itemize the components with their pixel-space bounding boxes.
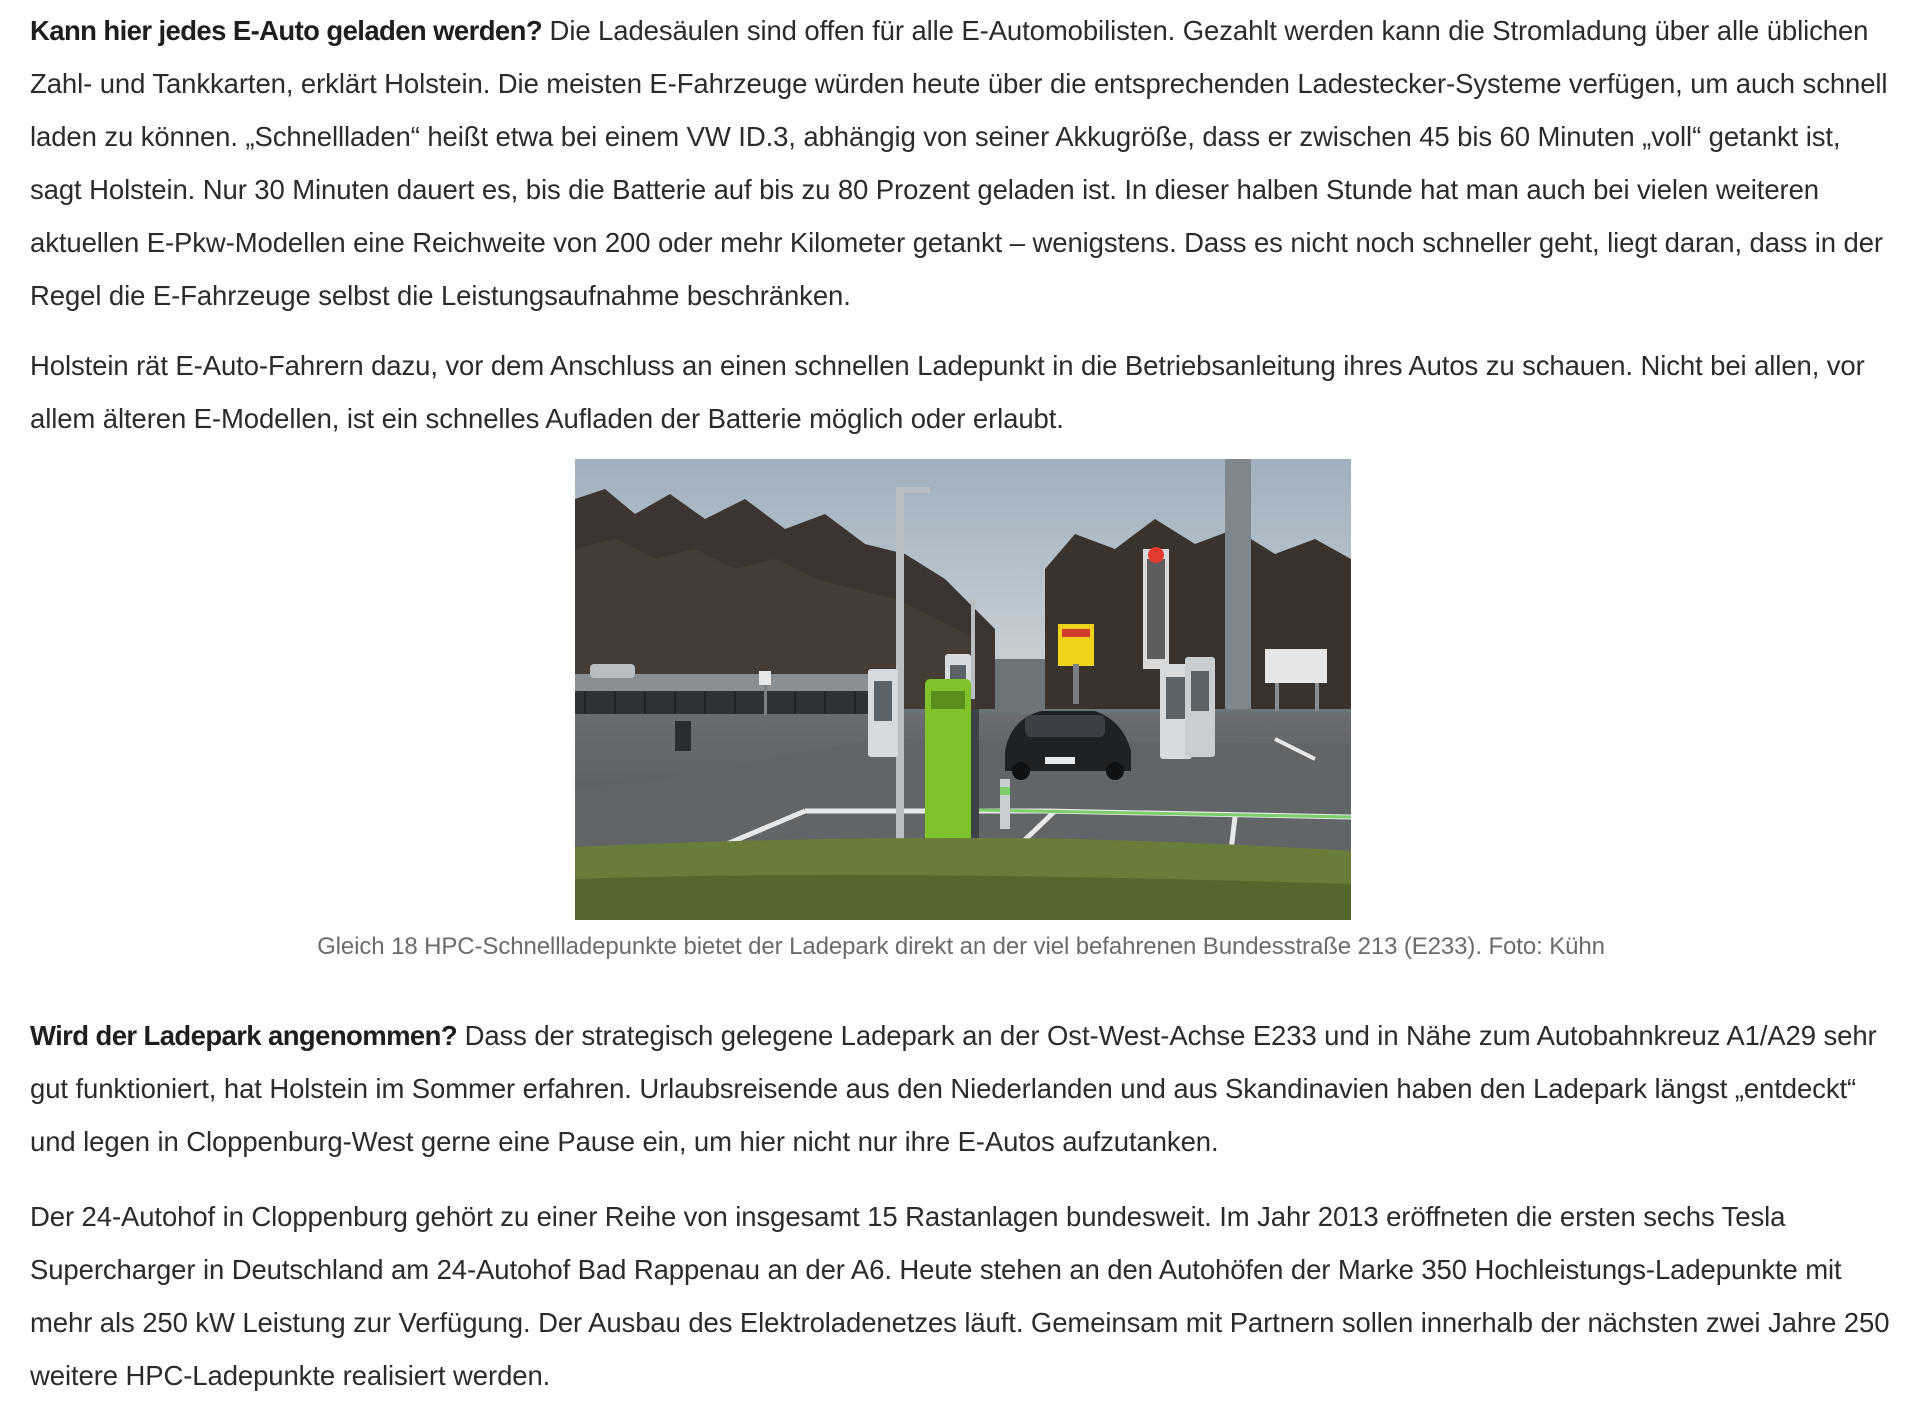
paragraph-text: Die Ladesäulen sind offen für alle E-Automobilisten. Gezahlt werden kann die Stromladung über alle üblichen Zahl- und Tankkarten, erklärt Holstein. Die meisten E-Fahrzeuge würden heute über die entsprechenden Ladestecker-Systeme verfügen, um auch schnell laden zu können. „Schnellladen“ heißt etwa bei einem VW ID.3, abhängig von seiner Akkugröße, dass er zwischen 45 bis 60 Minuten „voll“ getankt ist, sagt Holstein. Nur 30 Minuten dauert es, bis die Batterie auf bis zu 80 Prozent geladen ist. In dieser halben Stunde hat man auch bei vielen weiteren aktuellen E-Pkw-Modellen eine Reichweite von 200 oder mehr Kilometer getankt – wenigstens. Dass es nicht noch schneller geht, liegt daran, dass in der Regel die E-Fahrzeuge selbst die Leistungsaufnahme beschränken. [30,15,1888,311]
paragraph-text: Holstein rät E-Auto-Fahrern dazu, vor dem Anschluss an einen schnellen Ladepunkt in die Betriebsanleitung ihres Autos zu schauen. Nicht bei allen, vor allem älteren E-Modellen, ist ein schnelles Aufladen der Batterie möglich oder erlaubt. [30,350,1865,434]
paragraph-manual-advice [30,339,1892,445]
figure-caption: Gleich 18 HPC-Schnellladepunkte bietet der Ladepark direkt an der viel befahrenen Bundesstraße 213 (E233). Foto: Kühn [317,933,1605,960]
paragraph-lead-question: Kann hier jedes E-Auto geladen werden? [30,15,543,46]
paragraph-charging-compatibility [30,4,1892,322]
paragraph-lead-question: Wird der Ladepark angenommen? [30,1020,458,1051]
charging-park-photo [575,459,1351,920]
paragraph-text: Der 24-Autohof in Cloppenburg gehört zu einer Reihe von insgesamt 15 Rastanlagen bundesweit. Im Jahr 2013 eröffneten die ersten sechs Tesla Supercharger in Deutschland am 24-Autohof Bad Rappenau an der A6. Heute stehen an den Autohöfen der Marke 350 Hochleistungs-Ladepunkte mit mehr als 250 kW Leistung zur Verfügung. Der Ausbau des Elektroladenetzes läuft. Gemeinsam mit Partnern sollen innerhalb der nächsten zwei Jahre 250 weitere HPC-Ladepunkte realisiert werden. [30,1201,1890,1391]
paragraph-park-acceptance [30,1009,1892,1168]
paragraph-text: Dass der strategisch gelegene Ladepark an der Ost-West-Achse E233 und in Nähe zum Autobahnkreuz A1/A29 sehr gut funktioniert, hat Holstein im Sommer erfahren. Urlaubsreisende aus den Niederlanden und aus Skandinavien haben den Ladepark längst „entdeckt“ und legen in Cloppenburg-West gerne eine Pause ein, um hier nicht nur ihre E-Autos aufzutanken. [30,1020,1877,1157]
paragraph-autohof-network [30,1190,1892,1402]
